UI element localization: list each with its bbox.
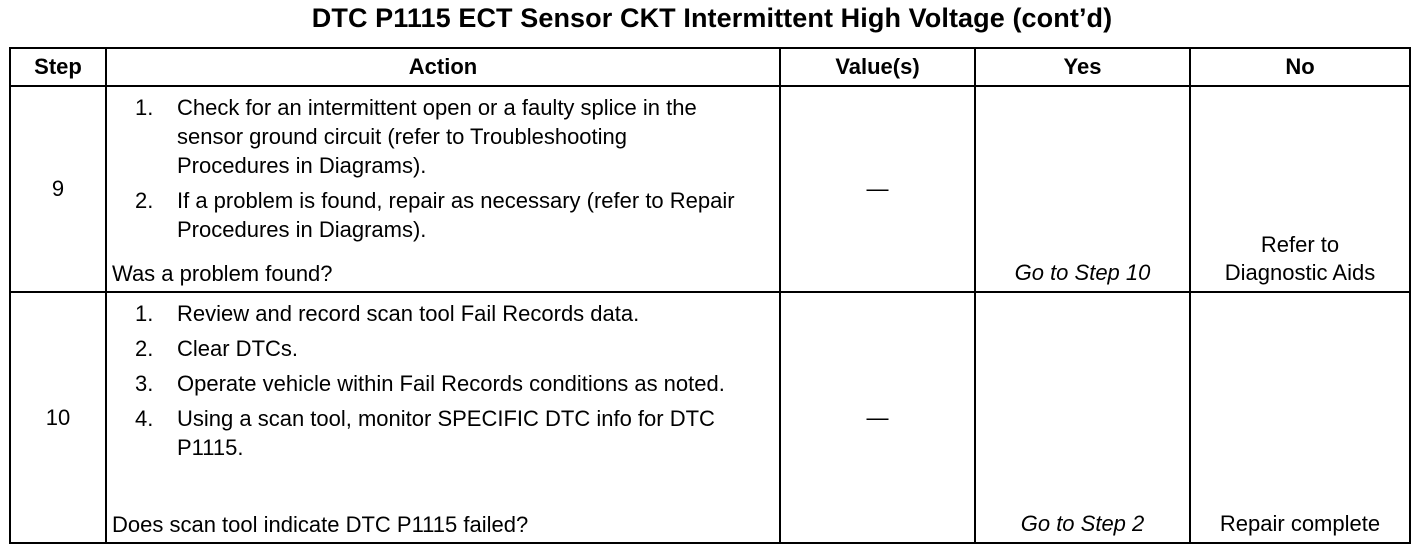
action-item	[135, 93, 779, 180]
yes-text: Go to Step 10	[1014, 260, 1151, 285]
no-cell	[1190, 292, 1410, 543]
yes-text: Go to Step 2	[1020, 511, 1145, 536]
header-yes: Yes	[975, 48, 1190, 86]
action-question: Was a problem found?	[112, 261, 333, 286]
action-number: 1.	[135, 301, 154, 326]
header-step: Step	[10, 48, 106, 86]
step-number: 10	[10, 292, 106, 543]
no-text	[1191, 231, 1409, 287]
diagnostic-table	[9, 47, 1411, 544]
action-text: If a problem is found, repair as necessary (refer to Repair Procedures in Diagrams).	[177, 188, 735, 242]
no-text-line: Refer to	[1260, 232, 1340, 257]
action-item	[135, 299, 779, 328]
header-action: Action	[106, 48, 780, 86]
table-row	[10, 86, 1410, 292]
action-text: Clear DTCs.	[177, 336, 299, 361]
action-number: 1.	[135, 95, 154, 120]
yes-cell	[975, 86, 1190, 292]
action-cell	[106, 292, 780, 543]
table-row	[10, 292, 1410, 543]
yes-cell	[975, 292, 1190, 543]
action-list	[107, 93, 779, 244]
action-number: 4.	[135, 406, 154, 431]
action-number: 3.	[135, 371, 154, 396]
action-item	[135, 186, 779, 244]
value-cell: —	[780, 292, 975, 543]
action-item	[135, 334, 779, 363]
action-number: 2.	[135, 188, 154, 213]
header-values: Value(s)	[780, 48, 975, 86]
no-cell	[1190, 86, 1410, 292]
action-item	[135, 404, 779, 462]
action-list	[107, 299, 779, 462]
value-cell: —	[780, 86, 975, 292]
action-cell	[106, 86, 780, 292]
no-text-line: Diagnostic Aids	[1224, 260, 1376, 285]
action-question: Does scan tool indicate DTC P1115 failed?	[112, 512, 529, 537]
action-text: Operate vehicle within Fail Records conditions as noted.	[177, 371, 725, 396]
action-text: Check for an intermittent open or a faulty splice in the sensor ground circuit (refer to Troubleshooting Procedures in Diagrams).	[177, 95, 697, 178]
no-text: Repair complete	[1219, 511, 1381, 536]
page-title: DTC P1115 ECT Sensor CKT Intermittent High Voltage (cont’d)	[311, 3, 1113, 33]
header-row	[10, 48, 1410, 86]
action-text: Review and record scan tool Fail Records data.	[177, 301, 640, 326]
header-no: No	[1190, 48, 1410, 86]
step-number: 9	[10, 86, 106, 292]
action-number: 2.	[135, 336, 154, 361]
action-item	[135, 369, 779, 398]
action-text: Using a scan tool, monitor SPECIFIC DTC info for DTC P1115.	[177, 406, 715, 460]
